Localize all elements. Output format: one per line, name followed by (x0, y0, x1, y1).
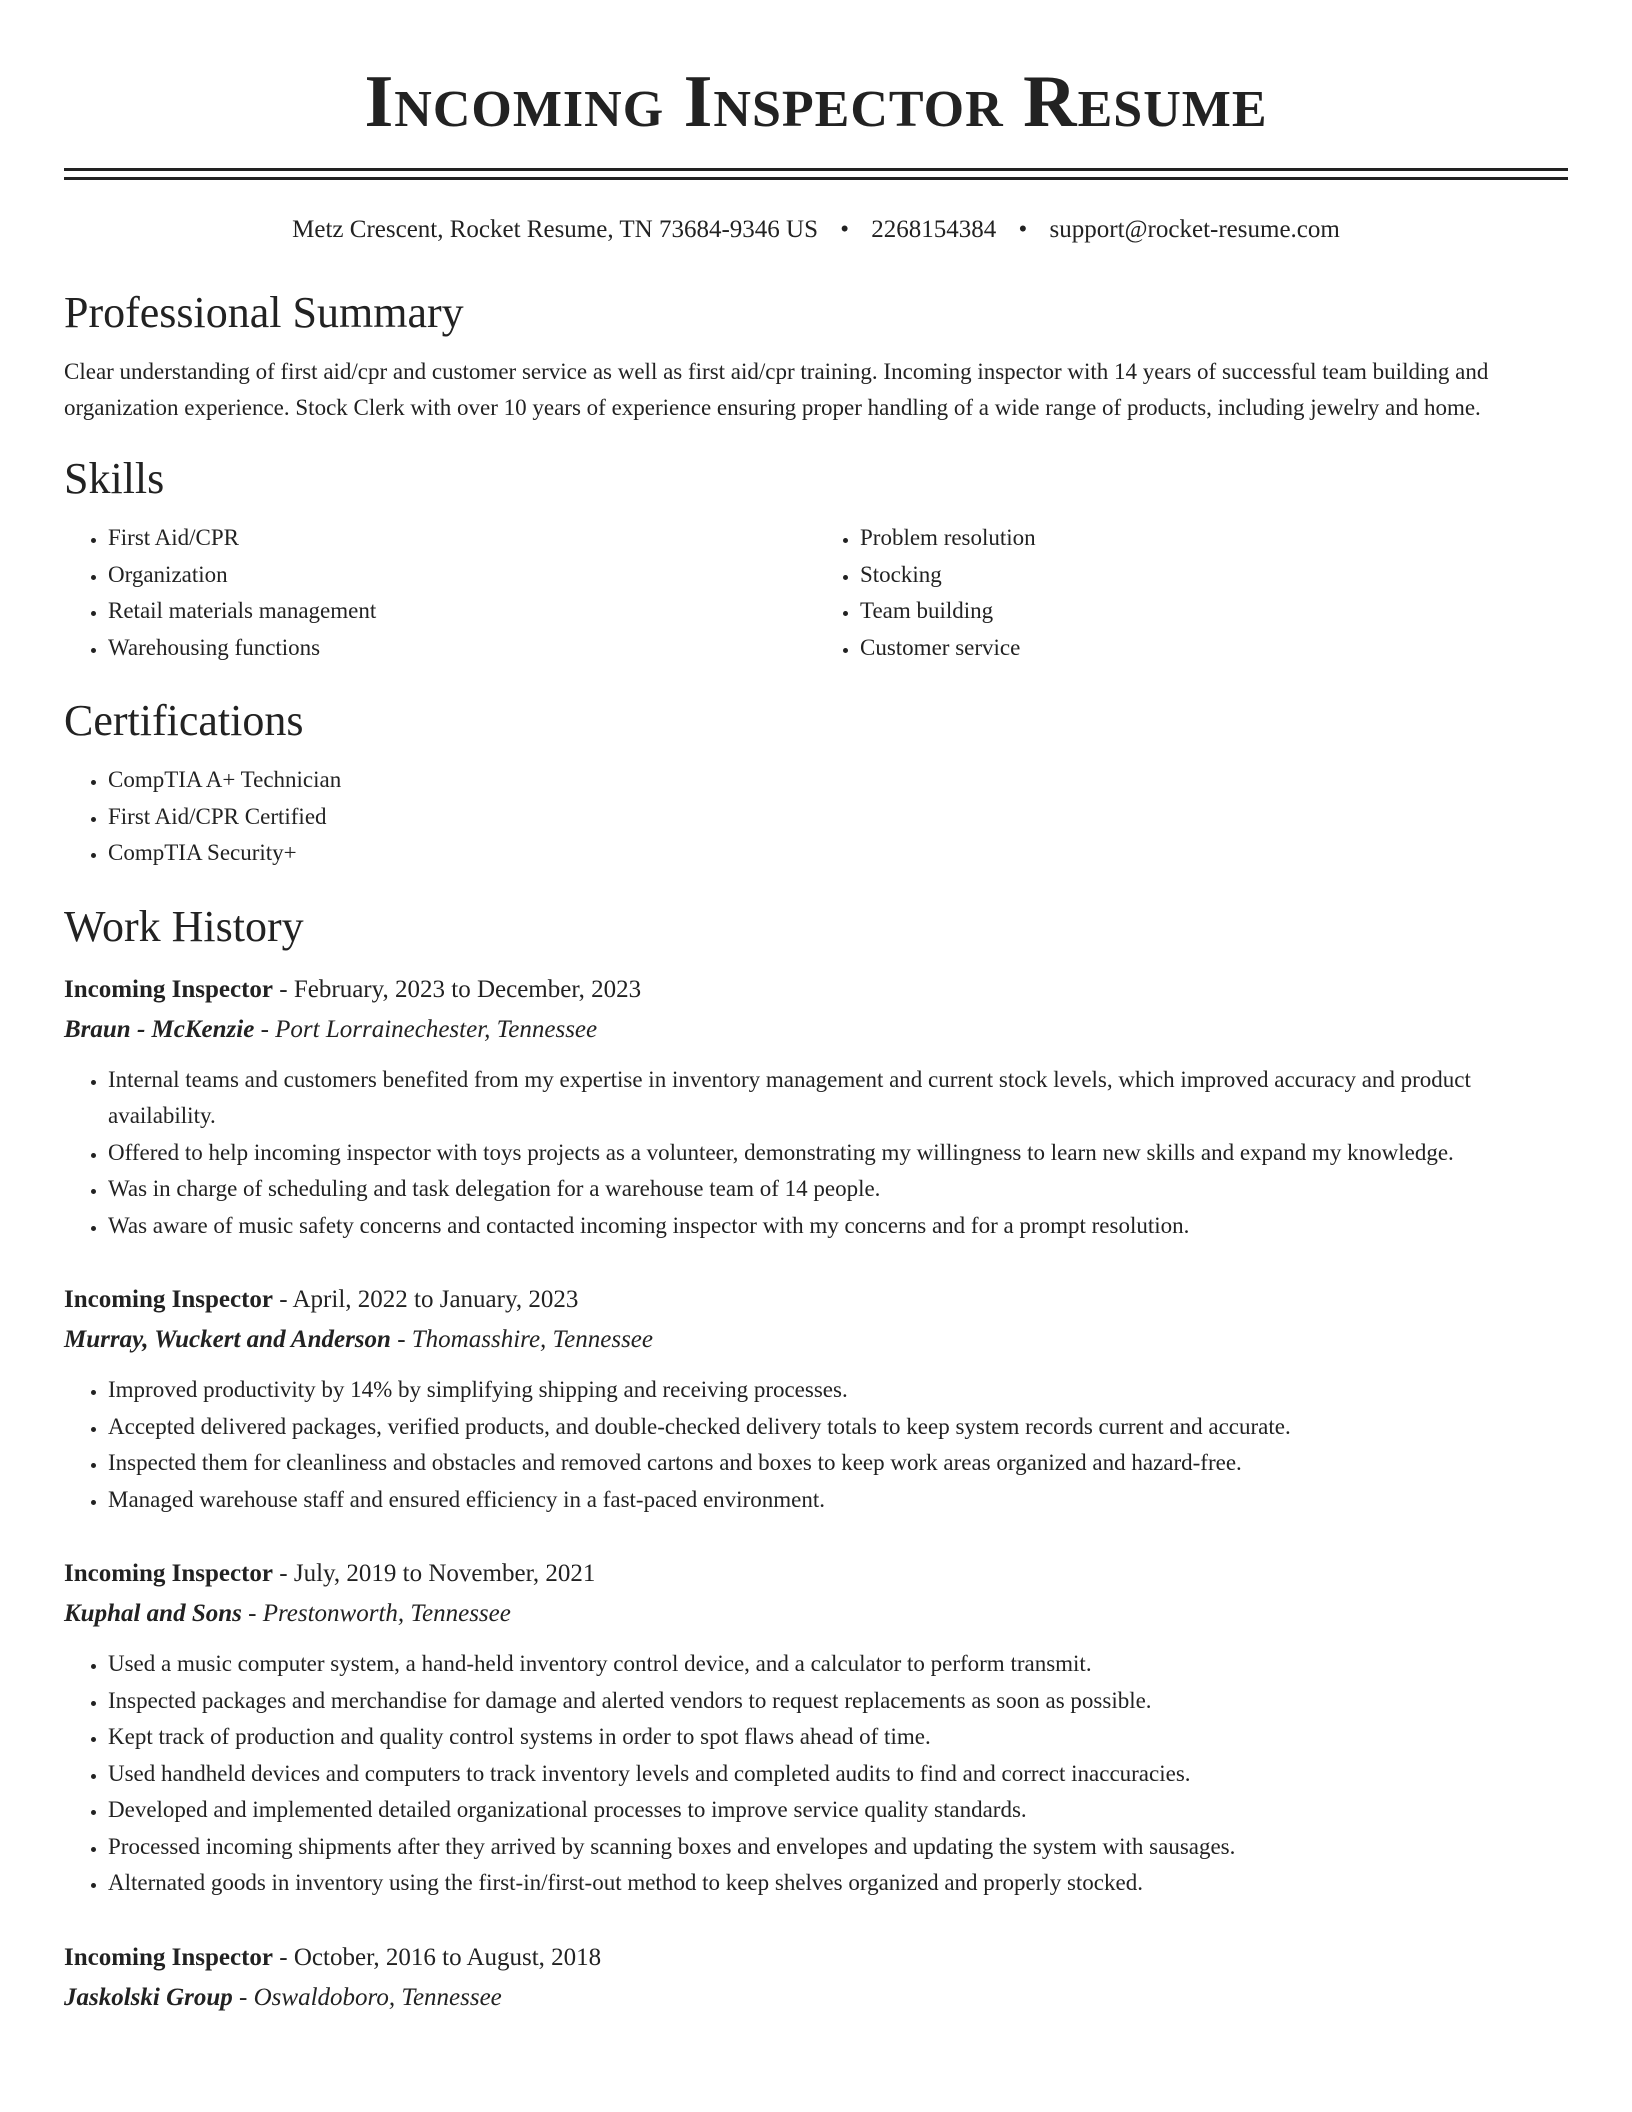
job-separator: - (232, 1983, 254, 2011)
job-role: Incoming Inspector (64, 1560, 274, 1587)
job-separator: - (390, 1326, 412, 1353)
job-bullet: • Used handheld devices and computers to track inventory levels and completed audits to find and correct inaccuracies. (108, 1756, 1568, 1793)
job-bullet: • Was in charge of scheduling and task delegation for a warehouse team of 14 people. (108, 1171, 1568, 1208)
contact-email: support@rocket-resume.com (1049, 216, 1340, 243)
summary-text: Clear understanding of first aid/cpr and customer service as well as first aid/cpr training. Incoming inspector with 14 years of successful team building and organization experience. Stock Clerk with over 10 years of experience ensuring proper handling of a wide range of products, including jewelry and home. (64, 359, 1489, 420)
job-company: Kuphal and Sons (64, 1600, 242, 1627)
skill-item: • First Aid/CPR (108, 520, 816, 557)
job-role: Incoming Inspector (64, 975, 274, 1003)
job-bullet: • Used a music computer system, a hand-held inventory control device, and a calculator to perform transmit. (108, 1646, 1568, 1683)
job-role: Incoming Inspector (64, 1286, 274, 1313)
job-bullet: • Inspected packages and merchandise for damage and alerted vendors to request replacements as soon as possible. (108, 1683, 1568, 1720)
job-bullet: • Kept track of production and quality control systems in order to spot flaws ahead of time. (108, 1719, 1568, 1756)
job-entry (64, 1938, 1568, 2018)
job-company-line (64, 1978, 1568, 2018)
job-bullets (64, 1062, 1568, 1245)
job-entry (64, 1554, 1568, 1902)
certification-item: • CompTIA Security+ (108, 835, 1568, 872)
job-entry (64, 970, 1568, 1245)
job-bullets (64, 1646, 1568, 1902)
job-role: Incoming Inspector (64, 1943, 274, 1971)
job-entry (64, 1280, 1568, 1518)
job-bullet: • Offered to help incoming inspector with toys projects as a volunteer, demonstrating my willingness to learn new skills and expand my knowledge. (108, 1135, 1568, 1172)
job-dates: April, 2022 to January, 2023 (292, 1286, 579, 1313)
skills-columns (64, 520, 1568, 666)
contact-separator: • (1018, 216, 1028, 243)
job-header (64, 970, 1568, 1010)
skill-item: • Warehousing functions (108, 630, 816, 667)
job-header (64, 1554, 1568, 1594)
certifications-list (64, 762, 1568, 872)
job-location: Thomasshire, Tennessee (411, 1326, 653, 1353)
skills-list-left (64, 520, 816, 666)
skill-item: • Problem resolution (860, 520, 1568, 557)
skill-item: • Team building (860, 593, 1568, 630)
job-bullet: • Alternated goods in inventory using the first-in/first-out method to keep shelves organized and properly stocked. (108, 1865, 1568, 1902)
job-bullet: • Accepted delivered packages, verified products, and double-checked delivery totals to keep system records current and accurate. (108, 1409, 1568, 1446)
job-dates: July, 2019 to November, 2021 (293, 1560, 596, 1587)
job-bullet: • Was aware of music safety concerns and contacted incoming inspector with my concerns and for a prompt resolution. (108, 1208, 1568, 1245)
job-dates: February, 2023 to December, 2023 (293, 975, 642, 1003)
job-bullet: • Internal teams and customers benefited from my expertise in inventory management and current stock levels, which improved accuracy and product availability. (108, 1062, 1568, 1135)
job-company: Jaskolski Group (64, 1983, 233, 2011)
job-location: Port Lorrainechester, Tennessee (275, 1015, 598, 1043)
contact-line (64, 214, 1568, 246)
job-separator: - (273, 1943, 294, 1971)
job-bullet: • Developed and implemented detailed organizational processes to improve service quality standards. (108, 1792, 1568, 1829)
job-bullet: • Managed warehouse staff and ensured efficiency in a fast-paced environment. (108, 1482, 1568, 1519)
contact-separator: • (840, 216, 850, 243)
job-separator: - (241, 1600, 263, 1627)
job-bullet: • Improved productivity by 14% by simplifying shipping and receiving processes. (108, 1372, 1568, 1409)
job-separator: - (254, 1015, 276, 1043)
job-header (64, 1938, 1568, 1978)
resume-title: Incoming Inspector Resume (364, 61, 1268, 143)
skills-list-right (816, 520, 1568, 666)
skills-section (64, 452, 1568, 666)
job-company-line (64, 1010, 1568, 1050)
work-history-section (64, 900, 1568, 2018)
certifications-heading: Certifications (64, 696, 304, 745)
contact-address: Metz Crescent, Rocket Resume, TN 73684-9346 US (292, 216, 818, 243)
job-location: Oswaldoboro, Tennessee (253, 1983, 502, 2011)
work-history-heading: Work History (64, 901, 304, 951)
skill-item: • Retail materials management (108, 593, 816, 630)
job-dates: October, 2016 to August, 2018 (293, 1943, 602, 1971)
skill-item: • Customer service (860, 630, 1568, 667)
job-separator: - (273, 1560, 294, 1587)
job-company: Murray, Wuckert and Anderson (64, 1326, 391, 1353)
certifications-section (64, 694, 1568, 872)
job-bullet: • Processed incoming shipments after they arrived by scanning boxes and envelopes and updating the system with sausages. (108, 1829, 1568, 1866)
job-bullet: • Inspected them for cleanliness and obstacles and removed cartons and boxes to keep work areas organized and hazard-free. (108, 1445, 1568, 1482)
summary-section (64, 286, 1568, 426)
skill-item: • Organization (108, 557, 816, 594)
title-double-rule (64, 168, 1568, 180)
contact-phone: 2268154384 (871, 216, 997, 243)
job-bullets (64, 1372, 1568, 1518)
job-separator: - (273, 1286, 293, 1313)
job-separator: - (273, 975, 294, 1003)
job-header (64, 1280, 1568, 1320)
job-company-line (64, 1594, 1568, 1634)
summary-heading: Professional Summary (64, 288, 464, 337)
certification-item: • CompTIA A+ Technician (108, 762, 1568, 799)
certification-item: • First Aid/CPR Certified (108, 799, 1568, 836)
skills-heading: Skills (64, 454, 165, 503)
skill-item: • Stocking (860, 557, 1568, 594)
job-company: Braun - McKenzie (64, 1015, 255, 1043)
job-company-line (64, 1320, 1568, 1360)
job-location: Prestonworth, Tennessee (262, 1600, 511, 1627)
